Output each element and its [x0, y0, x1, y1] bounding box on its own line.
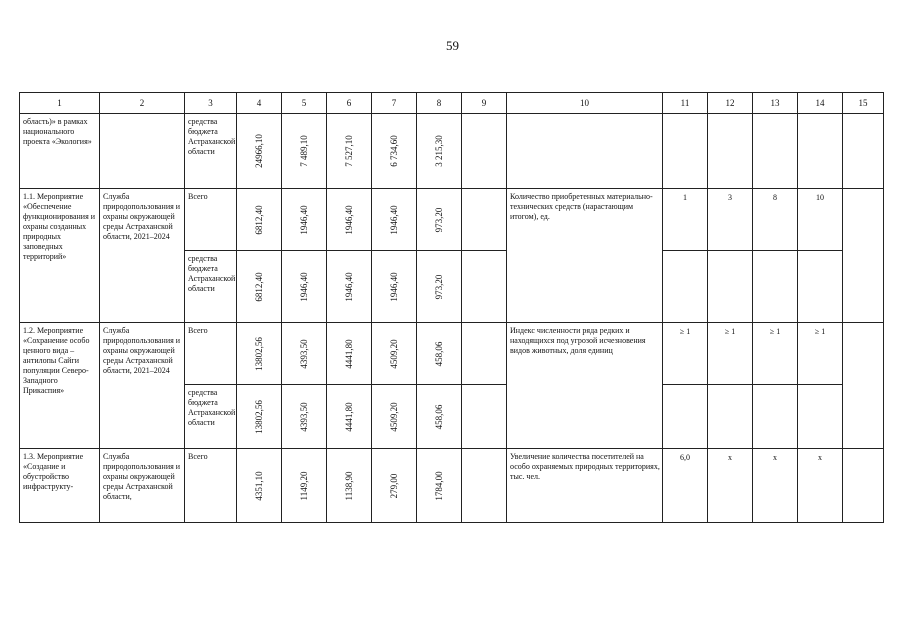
empty-cell — [708, 114, 753, 189]
amount-value: 4393,50 — [299, 401, 309, 432]
header-cell: 2 — [100, 93, 185, 114]
amount-cell — [237, 251, 282, 323]
target-value: ≥ 1 — [798, 323, 843, 385]
amount-cell — [282, 323, 327, 385]
empty-cell — [798, 385, 843, 449]
amount-value: 1149,20 — [299, 471, 309, 500]
amount-value: 973,20 — [434, 207, 444, 232]
empty-cell — [462, 323, 507, 385]
amount-value: 6812,40 — [254, 204, 264, 235]
amount-cell — [372, 449, 417, 523]
empty-cell — [462, 189, 507, 251]
amount-cell — [237, 385, 282, 449]
measure-name: 1.3. Мероприятие «Создание и обустройство инфраструкту- — [20, 449, 100, 523]
amount-value: 1946,40 — [299, 271, 309, 302]
target-value: х — [708, 449, 753, 523]
amount-value: 1946,40 — [299, 204, 309, 235]
amount-cell — [372, 323, 417, 385]
amount-cell — [327, 114, 372, 189]
amount-value: 4441,80 — [344, 401, 354, 432]
target-value: 8 — [753, 189, 798, 251]
empty-cell — [100, 114, 185, 189]
responsible-executor: Служба природопользования и охраны окружающей среды Астраханской области, 2021–2024 — [100, 323, 185, 449]
amount-value: 13802,56 — [254, 336, 264, 371]
amount-cell — [372, 385, 417, 449]
target-value: 1 — [663, 189, 708, 251]
funding-source: средства бюджета Астраханской области — [185, 251, 237, 323]
header-cell: 13 — [753, 93, 798, 114]
header-cell: 5 — [282, 93, 327, 114]
empty-cell — [753, 385, 798, 449]
amount-cell — [372, 189, 417, 251]
empty-cell — [843, 114, 884, 189]
amount-cell — [282, 189, 327, 251]
amount-cell — [237, 449, 282, 523]
amount-value: 24966,10 — [254, 134, 264, 168]
table-row — [20, 449, 884, 523]
empty-cell — [798, 114, 843, 189]
empty-cell — [663, 114, 708, 189]
amount-cell — [237, 114, 282, 189]
amount-cell — [237, 189, 282, 251]
page-number: 59 — [446, 38, 459, 53]
empty-cell — [843, 449, 884, 523]
target-value: х — [798, 449, 843, 523]
target-value: ≥ 1 — [663, 323, 708, 385]
target-value: ≥ 1 — [753, 323, 798, 385]
header-cell: 11 — [663, 93, 708, 114]
amount-cell — [327, 189, 372, 251]
responsible-executor: Служба природопользования и охраны окружающей среды Астраханской области, — [100, 449, 185, 523]
amount-cell — [417, 189, 462, 251]
amount-value: 4509,20 — [389, 338, 399, 369]
amount-cell — [327, 323, 372, 385]
amount-value: 973,20 — [434, 274, 444, 299]
amount-cell — [372, 114, 417, 189]
amount-cell — [417, 251, 462, 323]
amount-cell — [372, 251, 417, 323]
amount-value: 1138,90 — [344, 471, 354, 500]
header-row — [20, 93, 884, 114]
amount-value: 7 527,10 — [344, 135, 354, 167]
target-value: 3 — [708, 189, 753, 251]
amount-value: 1784,00 — [434, 470, 444, 501]
amount-cell — [327, 449, 372, 523]
amount-cell — [237, 323, 282, 385]
amount-cell — [417, 114, 462, 189]
target-value: 10 — [798, 189, 843, 251]
header-cell: 6 — [327, 93, 372, 114]
indicator-name: Увеличение количества посетителей на особо охраняемых природных территориях, тыс. чел. — [507, 449, 663, 523]
amount-value: 4351,10 — [254, 470, 264, 501]
measure-name: 1.1. Мероприятие «Обеспечение функционирования и охраны созданных природных заповедных территорий» — [20, 189, 100, 323]
table-row — [20, 323, 884, 385]
header-cell: 10 — [507, 93, 663, 114]
amount-value: 1946,40 — [344, 271, 354, 302]
table-row — [20, 114, 884, 189]
funding-source: Всего — [185, 189, 237, 251]
amount-value: 1946,40 — [389, 204, 399, 235]
table-row — [20, 189, 884, 251]
target-value: х — [753, 449, 798, 523]
empty-cell — [708, 385, 753, 449]
header-cell: 9 — [462, 93, 507, 114]
empty-cell — [462, 385, 507, 449]
header-cell: 15 — [843, 93, 884, 114]
amount-value: 458,06 — [434, 404, 444, 429]
empty-cell — [462, 251, 507, 323]
header-cell: 3 — [185, 93, 237, 114]
empty-cell — [753, 114, 798, 189]
amount-value: 4393,50 — [299, 338, 309, 369]
amount-value: 458,06 — [434, 341, 444, 366]
empty-cell — [843, 323, 884, 449]
header-cell: 1 — [20, 93, 100, 114]
amount-value: 3 215,30 — [434, 135, 444, 167]
program-table — [19, 92, 884, 523]
amount-cell — [417, 449, 462, 523]
measure-name: область)» в рамках национального проекта «Экология» — [20, 114, 100, 189]
empty-cell — [843, 189, 884, 323]
empty-cell — [663, 385, 708, 449]
empty-cell — [753, 251, 798, 323]
funding-source: Всего — [185, 323, 237, 385]
funding-source: средства бюджета Астраханской области — [185, 385, 237, 449]
header-cell: 14 — [798, 93, 843, 114]
header-cell: 4 — [237, 93, 282, 114]
funding-source: средства бюджета Астраханской области — [185, 114, 237, 189]
funding-source: Всего — [185, 449, 237, 523]
target-value: ≥ 1 — [708, 323, 753, 385]
empty-cell — [798, 251, 843, 323]
indicator-name: Индекс численности ряда редких и находящихся под угрозой исчезновения видов животных, доля единиц — [507, 323, 663, 449]
amount-value: 1946,40 — [389, 271, 399, 302]
amount-value: 279,00 — [389, 473, 399, 498]
amount-cell — [282, 449, 327, 523]
amount-value: 7 489,10 — [299, 135, 309, 167]
indicator-name: Количество приобретенных материально-технических средств (нарастающим итогом), ед. — [507, 189, 663, 323]
empty-cell — [663, 251, 708, 323]
amount-cell — [327, 385, 372, 449]
responsible-executor: Служба природопользования и охраны окружающей среды Астраханской области, 2021–2024 — [100, 189, 185, 323]
empty-cell — [507, 114, 663, 189]
amount-value: 4441,80 — [344, 338, 354, 369]
header-cell: 12 — [708, 93, 753, 114]
amount-value: 6 734,60 — [389, 135, 399, 167]
empty-cell — [708, 251, 753, 323]
amount-cell — [282, 385, 327, 449]
measure-name: 1.2. Мероприятие «Сохранение особо ценного вида – антилопы Сайги популяции Северо-Западного Прикаспия» — [20, 323, 100, 449]
amount-cell — [327, 251, 372, 323]
amount-cell — [417, 323, 462, 385]
empty-cell — [462, 449, 507, 523]
amount-cell — [282, 251, 327, 323]
empty-cell — [462, 114, 507, 189]
target-value: 6,0 — [663, 449, 708, 523]
amount-cell — [417, 385, 462, 449]
amount-cell — [282, 114, 327, 189]
amount-value: 1946,40 — [344, 204, 354, 235]
header-cell: 8 — [417, 93, 462, 114]
header-cell: 7 — [372, 93, 417, 114]
amount-value: 13802,56 — [254, 399, 264, 434]
amount-value: 6812,40 — [254, 271, 264, 302]
amount-value: 4509,20 — [389, 401, 399, 432]
